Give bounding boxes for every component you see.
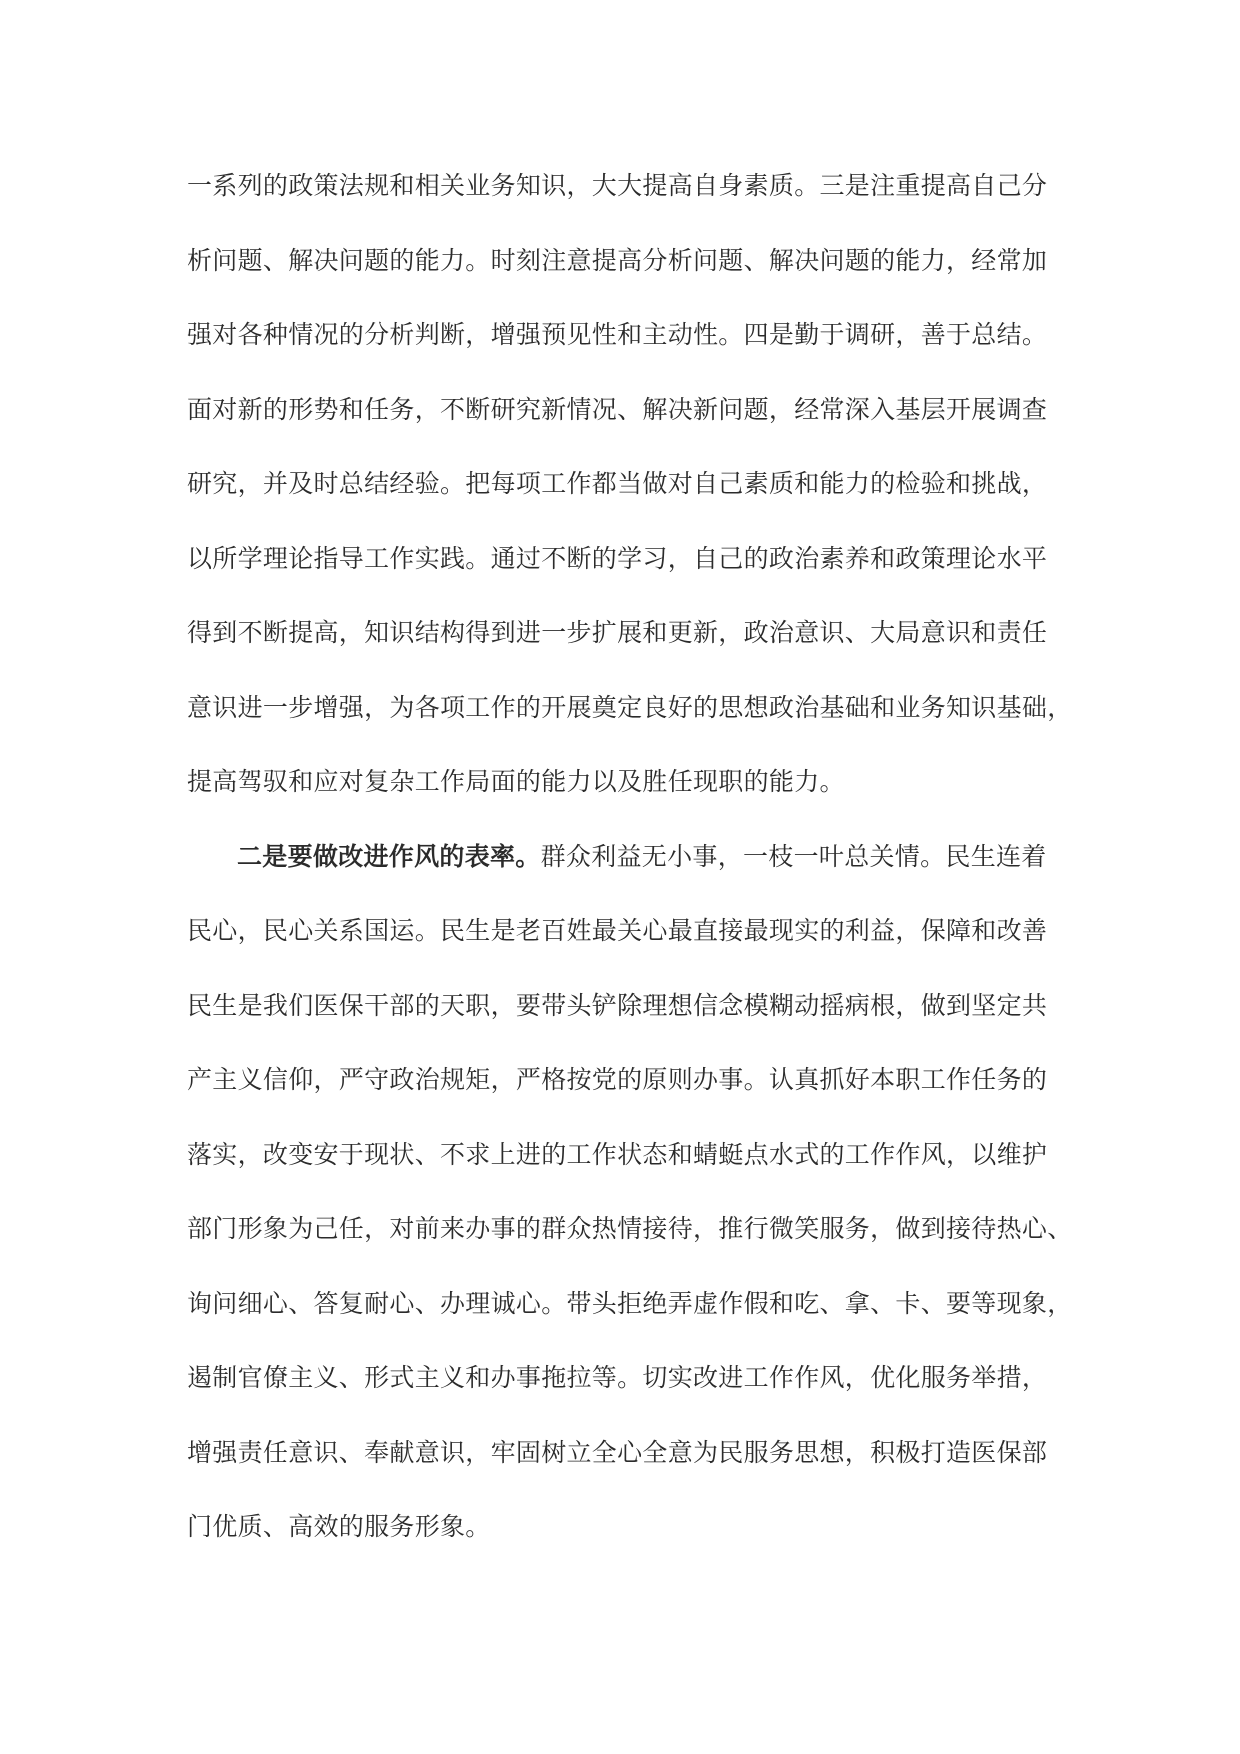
text-line: 研究，并及时总结经验。把每项工作都当做对自己素质和能力的检验和挑战，: [187, 469, 1048, 498]
text-line: 产主义信仰，严守政治规矩，严格按党的原则办事。认真抓好本职工作任务的: [187, 1065, 1048, 1094]
text-line: 门优质、高效的服务形象。: [187, 1512, 491, 1541]
paragraph-1: [187, 168, 1073, 839]
text-line: 询问细心、答复耐心、办理诚心。带头拒绝弄虚作假和吃、拿、卡、要等现象，: [187, 1288, 1073, 1318]
text-line: 落实，改变安于现状、不求上进的工作状态和蜻蜓点水式的工作作风，以维护: [187, 1139, 1048, 1169]
text-line: 面对新的形势和任务，不断研究新情况、解决新问题，经常深入基层开展调查: [187, 394, 1048, 424]
text-line: 强对各种情况的分析判断，增强预见性和主动性。四是勤于调研，善于总结。: [187, 320, 1048, 349]
text-line: 以所学理论指导工作实践。通过不断的学习，自己的政治素养和政策理论水平: [187, 543, 1048, 573]
text-line: 一系列的政策法规和相关业务知识，大大提高自身素质。三是注重提高自己分: [187, 171, 1048, 200]
text-line: 提高驾驭和应对复杂工作局面的能力以及胜任现职的能力。: [187, 767, 845, 796]
text-line: 意识进一步增强，为各项工作的开展奠定良好的思想政治基础和业务知识基础，: [187, 692, 1073, 722]
paragraph-2: [187, 839, 1073, 1584]
text-line: 析问题、解决问题的能力。时刻注意提高分析问题、解决问题的能力，经常加: [187, 245, 1048, 275]
text-run: 群众利益无小事，一枝一叶总关情。民生连着: [540, 841, 1047, 871]
text-line: 部门形象为己任，对前来办事的群众热情接待，推行微笑服务，做到接待热心、: [187, 1214, 1073, 1243]
text-line: 增强责任意识、奉献意识，牢固树立全心全意为民服务思想，积极打造医保部: [187, 1437, 1048, 1467]
text-line: 民心，民心关系国运。民生是老百姓最关心最直接最现实的利益，保障和改善: [187, 916, 1048, 945]
text-line: 得到不断提高，知识结构得到进一步扩展和更新，政治意识、大局意识和责任: [187, 618, 1048, 647]
text-line: [187, 839, 1067, 914]
section-heading: 二是要做改进作风的表率。: [237, 841, 541, 871]
text-line: 民生是我们医保干部的天职，要带头铲除理想信念模糊动摇病根，做到坚定共: [187, 990, 1048, 1020]
text-line: 遏制官僚主义、形式主义和办事拖拉等。切实改进工作作风，优化服务举措，: [187, 1363, 1048, 1392]
body-text: [187, 168, 1073, 1584]
